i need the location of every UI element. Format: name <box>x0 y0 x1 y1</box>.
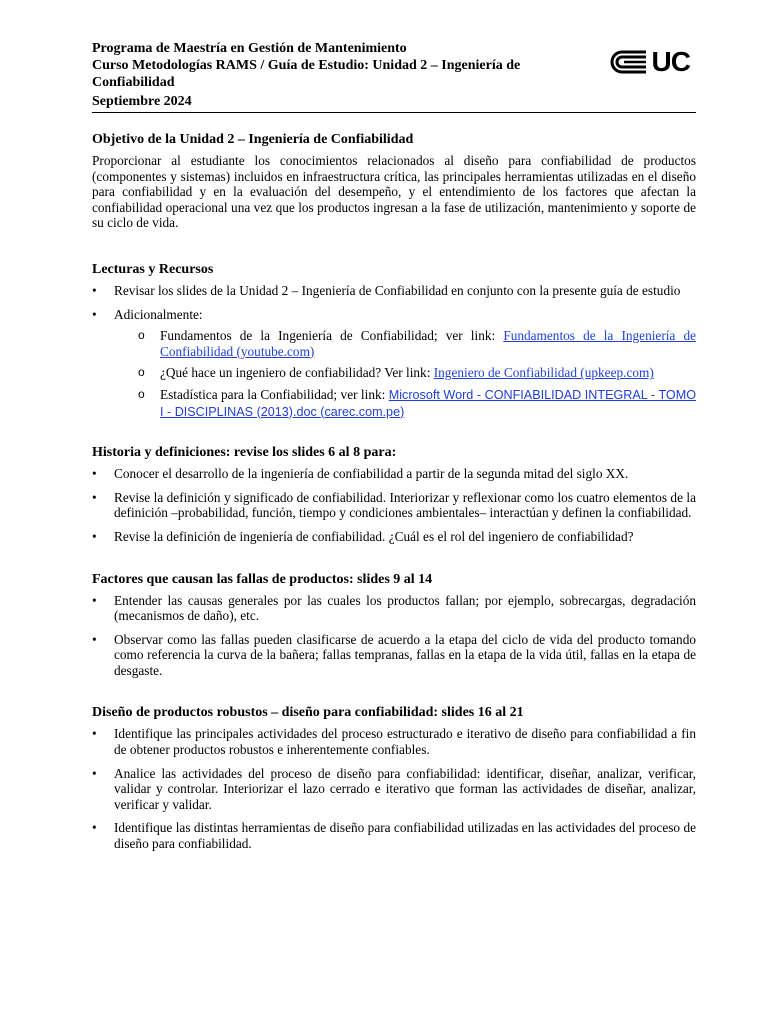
document-date: Septiembre 2024 <box>92 94 192 109</box>
bullet-icon: • <box>92 306 97 322</box>
resources-sublist <box>138 328 696 420</box>
diseno-list <box>92 726 696 851</box>
document-header <box>92 40 696 113</box>
uc-logo-text: UC <box>651 46 690 77</box>
list-item: • Revisar los slides de la Unidad 2 – Ingeniería de Confiabilidad en conjunto con la presente guía de estudio <box>92 282 681 298</box>
sub-list-item: o Estadística para la Confiabilidad; ver link: Microsoft Word - CONFIABILIDAD INTEGRAL - TOMO I - DISCIPLINAS (2013).doc (carec.com.pe) <box>138 386 696 419</box>
link-estadistica[interactable]: Microsoft Word - CONFIABILIDAD INTEGRAL - TOMO I - DISCIPLINAS (2013).doc (carec.com.pe) <box>160 387 696 419</box>
section-lecturas <box>92 261 696 420</box>
objetivo-paragraph: Proporcionar al estudiante los conocimientos relacionados al diseño para confiabilidad de productos (componentes y sistemas) incluidos en infraestructura crítica, las principales herramientas utilizadas en el diseño para confiabilidad y en la evaluación del desempeño, y el entendimiento de los factores que afectan la confiabilidad operacional una vez que los productos ingresan a la fase de utilización, mantenimiento y soporte de su ciclo de vida. <box>92 153 696 231</box>
bullet-icon: • <box>92 489 97 505</box>
section-title: Diseño de productos robustos – diseño para confiabilidad: slides 16 al 21 <box>92 705 524 721</box>
list-item: • Revise la definición de ingeniería de confiabilidad. ¿Cuál es el rol del ingeniero de confiabilidad? <box>92 528 634 544</box>
section-title: Objetivo de la Unidad 2 – Ingeniería de Confiabilidad <box>92 132 414 147</box>
course-title: Curso Metodologías RAMS / Guía de Estudio: Unidad 2 – Ingeniería de Confiabilidad <box>92 58 521 90</box>
bullet-icon: • <box>92 726 97 742</box>
section-diseno <box>92 704 696 851</box>
document-page <box>92 40 696 852</box>
bullet-icon: • <box>92 466 97 482</box>
sub-bullet-icon: o <box>138 386 145 401</box>
link-fundamentos[interactable]: Fundamentos de la Ingeniería de Confiabilidad (youtube.com) <box>160 328 696 359</box>
section-title: Lecturas y Recursos <box>92 261 214 277</box>
sub-list-item: o ¿Qué hace un ingeniero de confiabilidad? Ver link: Ingeniero de Confiabilidad (upkeep.com) <box>138 365 654 381</box>
list-item: • Conocer el desarrollo de la ingeniería de confiabilidad a partir de la segunda mitad del siglo XX. <box>92 466 629 482</box>
factores-list <box>92 593 696 679</box>
section-historia <box>92 444 696 544</box>
header-text <box>92 40 582 110</box>
list-item: • Entender las causas generales por las cuales los productos fallan; por ejemplo, sobrecargas, degradación (mecanismos de daño), etc. <box>92 592 696 624</box>
link-ingeniero[interactable]: Ingeniero de Confiabilidad (upkeep.com) <box>433 365 654 381</box>
section-factores <box>92 571 696 679</box>
section-objetivo <box>92 131 696 231</box>
list-item: • Identifique las distintas herramientas de diseño para confiabilidad utilizadas en las actividades del proceso de diseño para confiabilidad. <box>92 820 696 852</box>
uc-logo <box>610 48 690 76</box>
list-item: • Revise la definición y significado de confiabilidad. Interiorizar y reflexionar como los cuatro elementos de la definición –probabilidad, función, tiempo y condiciones ambientales– interactúan y definen la confiabilidad. <box>92 489 696 521</box>
section-title: Factores que causan las fallas de productos: slides 9 al 14 <box>92 571 433 587</box>
uc-logo-icon <box>610 49 648 75</box>
bullet-icon: • <box>92 592 97 608</box>
bullet-icon: • <box>92 528 97 544</box>
sub-bullet-icon: o <box>138 328 145 343</box>
sub-bullet-icon: o <box>138 365 145 380</box>
bullet-icon: • <box>92 631 97 647</box>
list-item: • Analice las actividades del proceso de diseño para confiabilidad: identificar, diseñar, analizar, verificar, validar y controlar. Interiorizar el lazo cerrado e iterativo que forman las actividades de diseñar, analizar, verificar y validar. <box>92 765 696 812</box>
historia-list <box>92 466 696 544</box>
bullet-icon: • <box>92 765 97 781</box>
lecturas-list <box>92 283 696 420</box>
program-title: Programa de Maestría en Gestión de Mantenimiento <box>92 41 407 56</box>
list-item: • Observar como las fallas pueden clasificarse de acuerdo a la etapa del ciclo de vida del producto tomando como referencia la curva de la bañera; fallas tempranas, fallas en la etapa de la vida útil, fallas en la etapa de desgaste. <box>92 631 696 678</box>
section-title: Historia y definiciones: revise los slides 6 al 8 para: <box>92 445 397 461</box>
bullet-icon: • <box>92 820 97 836</box>
list-item: • Identifique las principales actividades del proceso estructurado e iterativo de diseño para confiabilidad a fin de obtener productos robustos e inherentemente confiables. <box>92 726 696 758</box>
list-item: • Adicionalmente: o Fundamentos de la Ingeniería de Confiabilidad; ver link: Fundamentos de la Ingeniería de Confiabilidad (youtube.com) o ¿Qué hace un ingeniero de confiabilidad? Ver link: Ingeniero de Confiabilidad (upkeep.com) o Estadística para la Confiabilidad; ver link: Microsoft Word - CONFIABILIDAD INTEGRAL - TOMO I - DISCIPLINAS (2013).doc (carec.com.pe) <box>92 306 696 419</box>
sub-list-item: o Fundamentos de la Ingeniería de Confiabilidad; ver link: Fundamentos de la Ingeniería de Confiabilidad (youtube.com) <box>138 328 696 359</box>
bullet-icon: • <box>92 282 97 298</box>
